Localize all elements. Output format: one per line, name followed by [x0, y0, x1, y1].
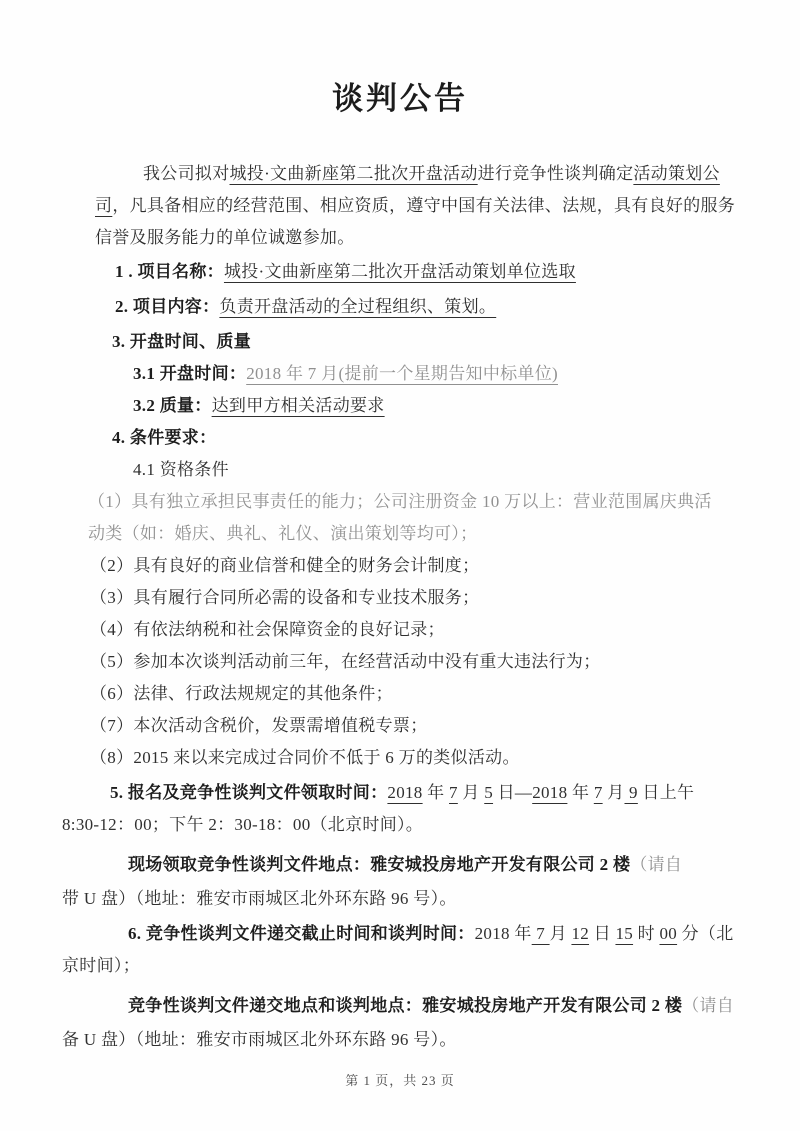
text-segment: 2018 年 — [474, 924, 532, 943]
text-segment: 2018 年 7 月(提前一个星期告知中标单位) — [246, 364, 558, 383]
text-segment: 2. 项目内容： — [115, 297, 220, 316]
item-3-heading — [62, 326, 752, 358]
item-4-heading — [62, 422, 752, 454]
text-segment: 6. 竞争性谈判文件递交截止时间和谈判时间： — [128, 924, 475, 943]
text-segment: 日— — [493, 783, 533, 802]
text-segment: （请自 — [682, 996, 735, 1015]
text-segment: 竞争性谈判文件递交地点和谈判地点：雅安城投房地产开发有限公司 2 楼 — [128, 996, 683, 1015]
item-4-1-heading — [62, 454, 752, 486]
intro-line-1 — [62, 158, 752, 190]
condition-2 — [62, 550, 752, 582]
text-segment: （请自 — [630, 855, 683, 874]
text-segment: 信誉及服务能力的单位诚邀参加。 — [95, 228, 355, 247]
text-segment: 9 — [624, 783, 638, 802]
text-segment: （3）具有履行合同所必需的设备和专业技术服务； — [90, 588, 480, 607]
condition-7 — [62, 710, 752, 742]
text-segment: （4）有依法纳税和社会保障资金的良好记录； — [90, 620, 445, 639]
text-segment: （5）参加本次谈判活动前三年，在经营活动中没有重大违法行为； — [90, 652, 601, 671]
text-segment: 4. 条件要求： — [112, 428, 217, 447]
item-5-line-2 — [62, 809, 752, 841]
text-segment: 城投·文曲新座第二批次开盘活动策划单位选取 — [223, 262, 576, 281]
pickup-location-line-2 — [62, 883, 752, 915]
text-segment: 日 — [589, 924, 616, 943]
text-segment: 2018 — [532, 783, 568, 802]
submission-location-line-1 — [62, 990, 752, 1022]
text-segment: 城投·文曲新座第二批次开盘活动 — [229, 164, 478, 183]
item-6-line-1 — [62, 918, 752, 950]
text-segment: （7）本次活动含税价，发票需增值税专票； — [90, 716, 428, 735]
condition-4 — [62, 614, 752, 646]
text-segment: 00 — [659, 924, 678, 943]
text-segment: 备 U 盘）（地址：雅安市雨城区北外环东路 96 号）。 — [62, 1030, 457, 1049]
item-3-2-quality — [62, 390, 752, 422]
text-segment: 7 — [531, 924, 550, 943]
text-segment: 3. 开盘时间、质量 — [112, 332, 251, 351]
text-segment: 4.1 资格条件 — [133, 460, 229, 479]
text-segment: 5 — [484, 783, 494, 802]
text-segment: 7 — [449, 783, 458, 802]
text-segment: （6）法律、行政法规规定的其他条件； — [90, 684, 393, 703]
item-3-1-opening-time — [62, 358, 752, 390]
intro-line-3 — [62, 222, 752, 254]
condition-5 — [62, 646, 752, 678]
text-segment: 日上午 — [637, 783, 695, 802]
text-segment: 3.2 质量： — [133, 396, 212, 415]
text-segment: 京时间）； — [62, 956, 140, 975]
item-1-project-name — [62, 256, 752, 288]
text-segment: 月 — [549, 924, 572, 943]
text-segment: （1）具有独立承担民事责任的能力；公司注册资金 10 万以上：营业范围属庆典活 — [88, 492, 712, 511]
text-segment: 月 — [457, 783, 485, 802]
text-segment: 2018 — [387, 783, 423, 802]
condition-8 — [62, 742, 752, 774]
text-segment: 带 U 盘）（地址：雅安市雨城区北外环东路 96 号）。 — [62, 889, 457, 908]
intro-line-2 — [62, 190, 752, 222]
text-segment: 动类（如：婚庆、典礼、礼仪、演出策划等均可）； — [88, 524, 478, 543]
text-segment: 年 — [422, 783, 450, 802]
text-segment: 8:30-12：00；下午 2：30-18：00（北京时间）。 — [62, 815, 424, 834]
document-body — [0, 158, 800, 1056]
pickup-location-line-1 — [62, 849, 752, 881]
condition-6 — [62, 678, 752, 710]
text-segment: 达到甲方相关活动要求 — [211, 396, 385, 415]
text-segment: 负责开盘活动的全过程组织、策划。 — [219, 297, 497, 316]
item-2-project-content — [62, 291, 752, 323]
text-segment: 活动策划公 — [633, 164, 720, 183]
text-segment: 3.1 开盘时间： — [133, 364, 247, 383]
text-segment: 我公司拟对 — [143, 164, 230, 183]
condition-1-line-2 — [62, 518, 752, 550]
text-segment: 时 — [633, 924, 660, 943]
text-segment: （8）2015 来以来完成过合同价不低于 6 万的类似活动。 — [90, 748, 520, 767]
document-title: 谈判公告 — [332, 81, 468, 116]
text-segment: 12 — [571, 924, 590, 943]
text-segment: 年 — [567, 783, 594, 802]
text-segment: 分（北 — [677, 924, 734, 943]
text-segment: 现场领取竞争性谈判文件地点：雅安城投房地产开发有限公司 2 楼 — [128, 855, 631, 874]
submission-location-line-2 — [62, 1024, 752, 1056]
item-5-line-1 — [62, 777, 752, 809]
condition-3 — [62, 582, 752, 614]
text-segment: 进行竞争性谈判确定 — [477, 164, 634, 183]
text-segment: 月 — [602, 783, 625, 802]
text-segment: 7 — [593, 783, 603, 802]
text-segment: ，凡具备相应的经营范围、相应资质，遵守中国有关法律、法规，具有良好的服务 — [112, 196, 736, 215]
condition-1-line-1 — [62, 486, 752, 518]
item-6-line-2 — [62, 950, 752, 982]
text-segment: 1 . 项目名称： — [115, 262, 224, 281]
text-segment: 15 — [615, 924, 634, 943]
text-segment: 5. 报名及竞争性谈判文件领取时间： — [110, 783, 388, 802]
text-segment: （2）具有良好的商业信誉和健全的财务会计制度； — [90, 556, 480, 575]
page-number: 第 1 页，共 23 页 — [345, 1073, 455, 1088]
text-segment: 司 — [95, 196, 113, 215]
